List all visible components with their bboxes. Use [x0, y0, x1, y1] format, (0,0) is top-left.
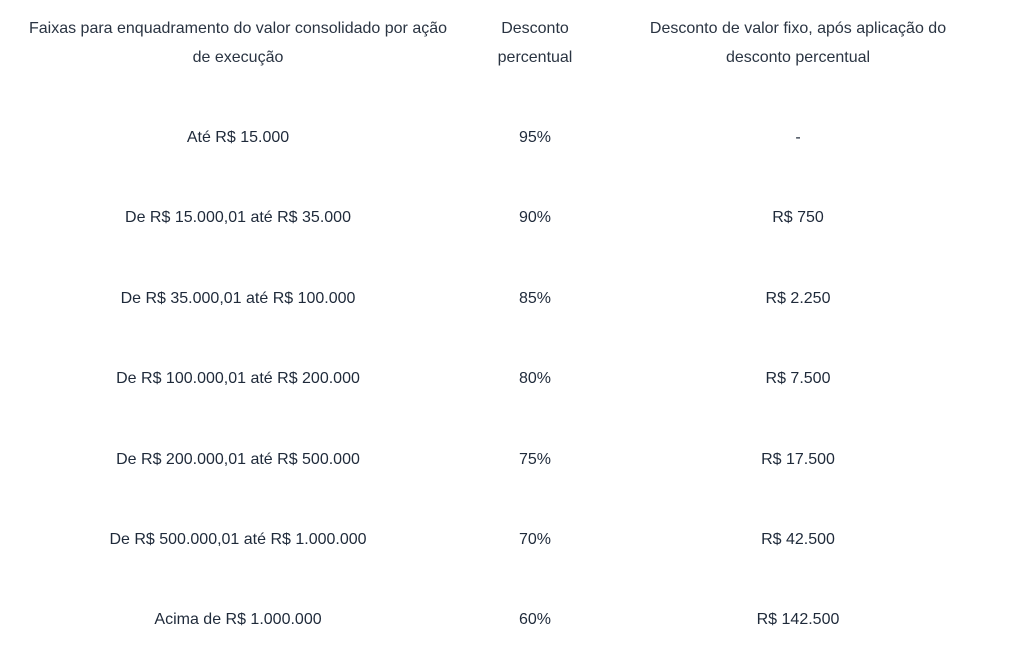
table-row [0, 123, 1024, 153]
valor-fixo-cell: R$ 750 [772, 209, 824, 226]
valor-fixo-cell: - [795, 129, 801, 146]
table-row [0, 445, 1024, 475]
percentual-cell: 60% [518, 611, 552, 628]
table-row [0, 203, 1024, 233]
percentual-cell: 85% [518, 290, 552, 307]
faixa-cell: De R$ 500.000,01 até R$ 1.000.000 [109, 531, 367, 548]
faixa-cell: Acima de R$ 1.000.000 [154, 611, 322, 628]
percentual-cell: 90% [518, 209, 552, 226]
faixa-cell: De R$ 35.000,01 até R$ 100.000 [120, 290, 356, 307]
faixa-cell: Até R$ 15.000 [186, 129, 290, 146]
header-desconto-percentual: Desconto percentual [497, 20, 573, 66]
percentual-cell: 80% [518, 370, 552, 387]
valor-fixo-cell: R$ 2.250 [765, 290, 831, 307]
table-row [0, 605, 1024, 635]
table-row [0, 284, 1024, 314]
percentual-cell: 75% [518, 451, 552, 468]
header-faixas: Faixas para enquadramento do valor consolidado por ação de execução [28, 20, 448, 66]
valor-fixo-cell: R$ 7.500 [765, 370, 831, 387]
faixa-cell: De R$ 15.000,01 até R$ 35.000 [125, 209, 351, 226]
percentual-cell: 70% [518, 531, 552, 548]
valor-fixo-cell: R$ 17.500 [761, 451, 835, 468]
table-row [0, 525, 1024, 555]
faixa-cell: De R$ 100.000,01 até R$ 200.000 [116, 370, 360, 387]
header-desconto-valor-fixo: Desconto de valor fixo, após aplicação do desconto percentual [649, 20, 947, 66]
valor-fixo-cell: R$ 42.500 [761, 531, 835, 548]
percentual-cell: 95% [518, 129, 552, 146]
valor-fixo-cell: R$ 142.500 [756, 611, 840, 628]
table-row [0, 364, 1024, 394]
faixa-cell: De R$ 200.000,01 até R$ 500.000 [116, 451, 360, 468]
